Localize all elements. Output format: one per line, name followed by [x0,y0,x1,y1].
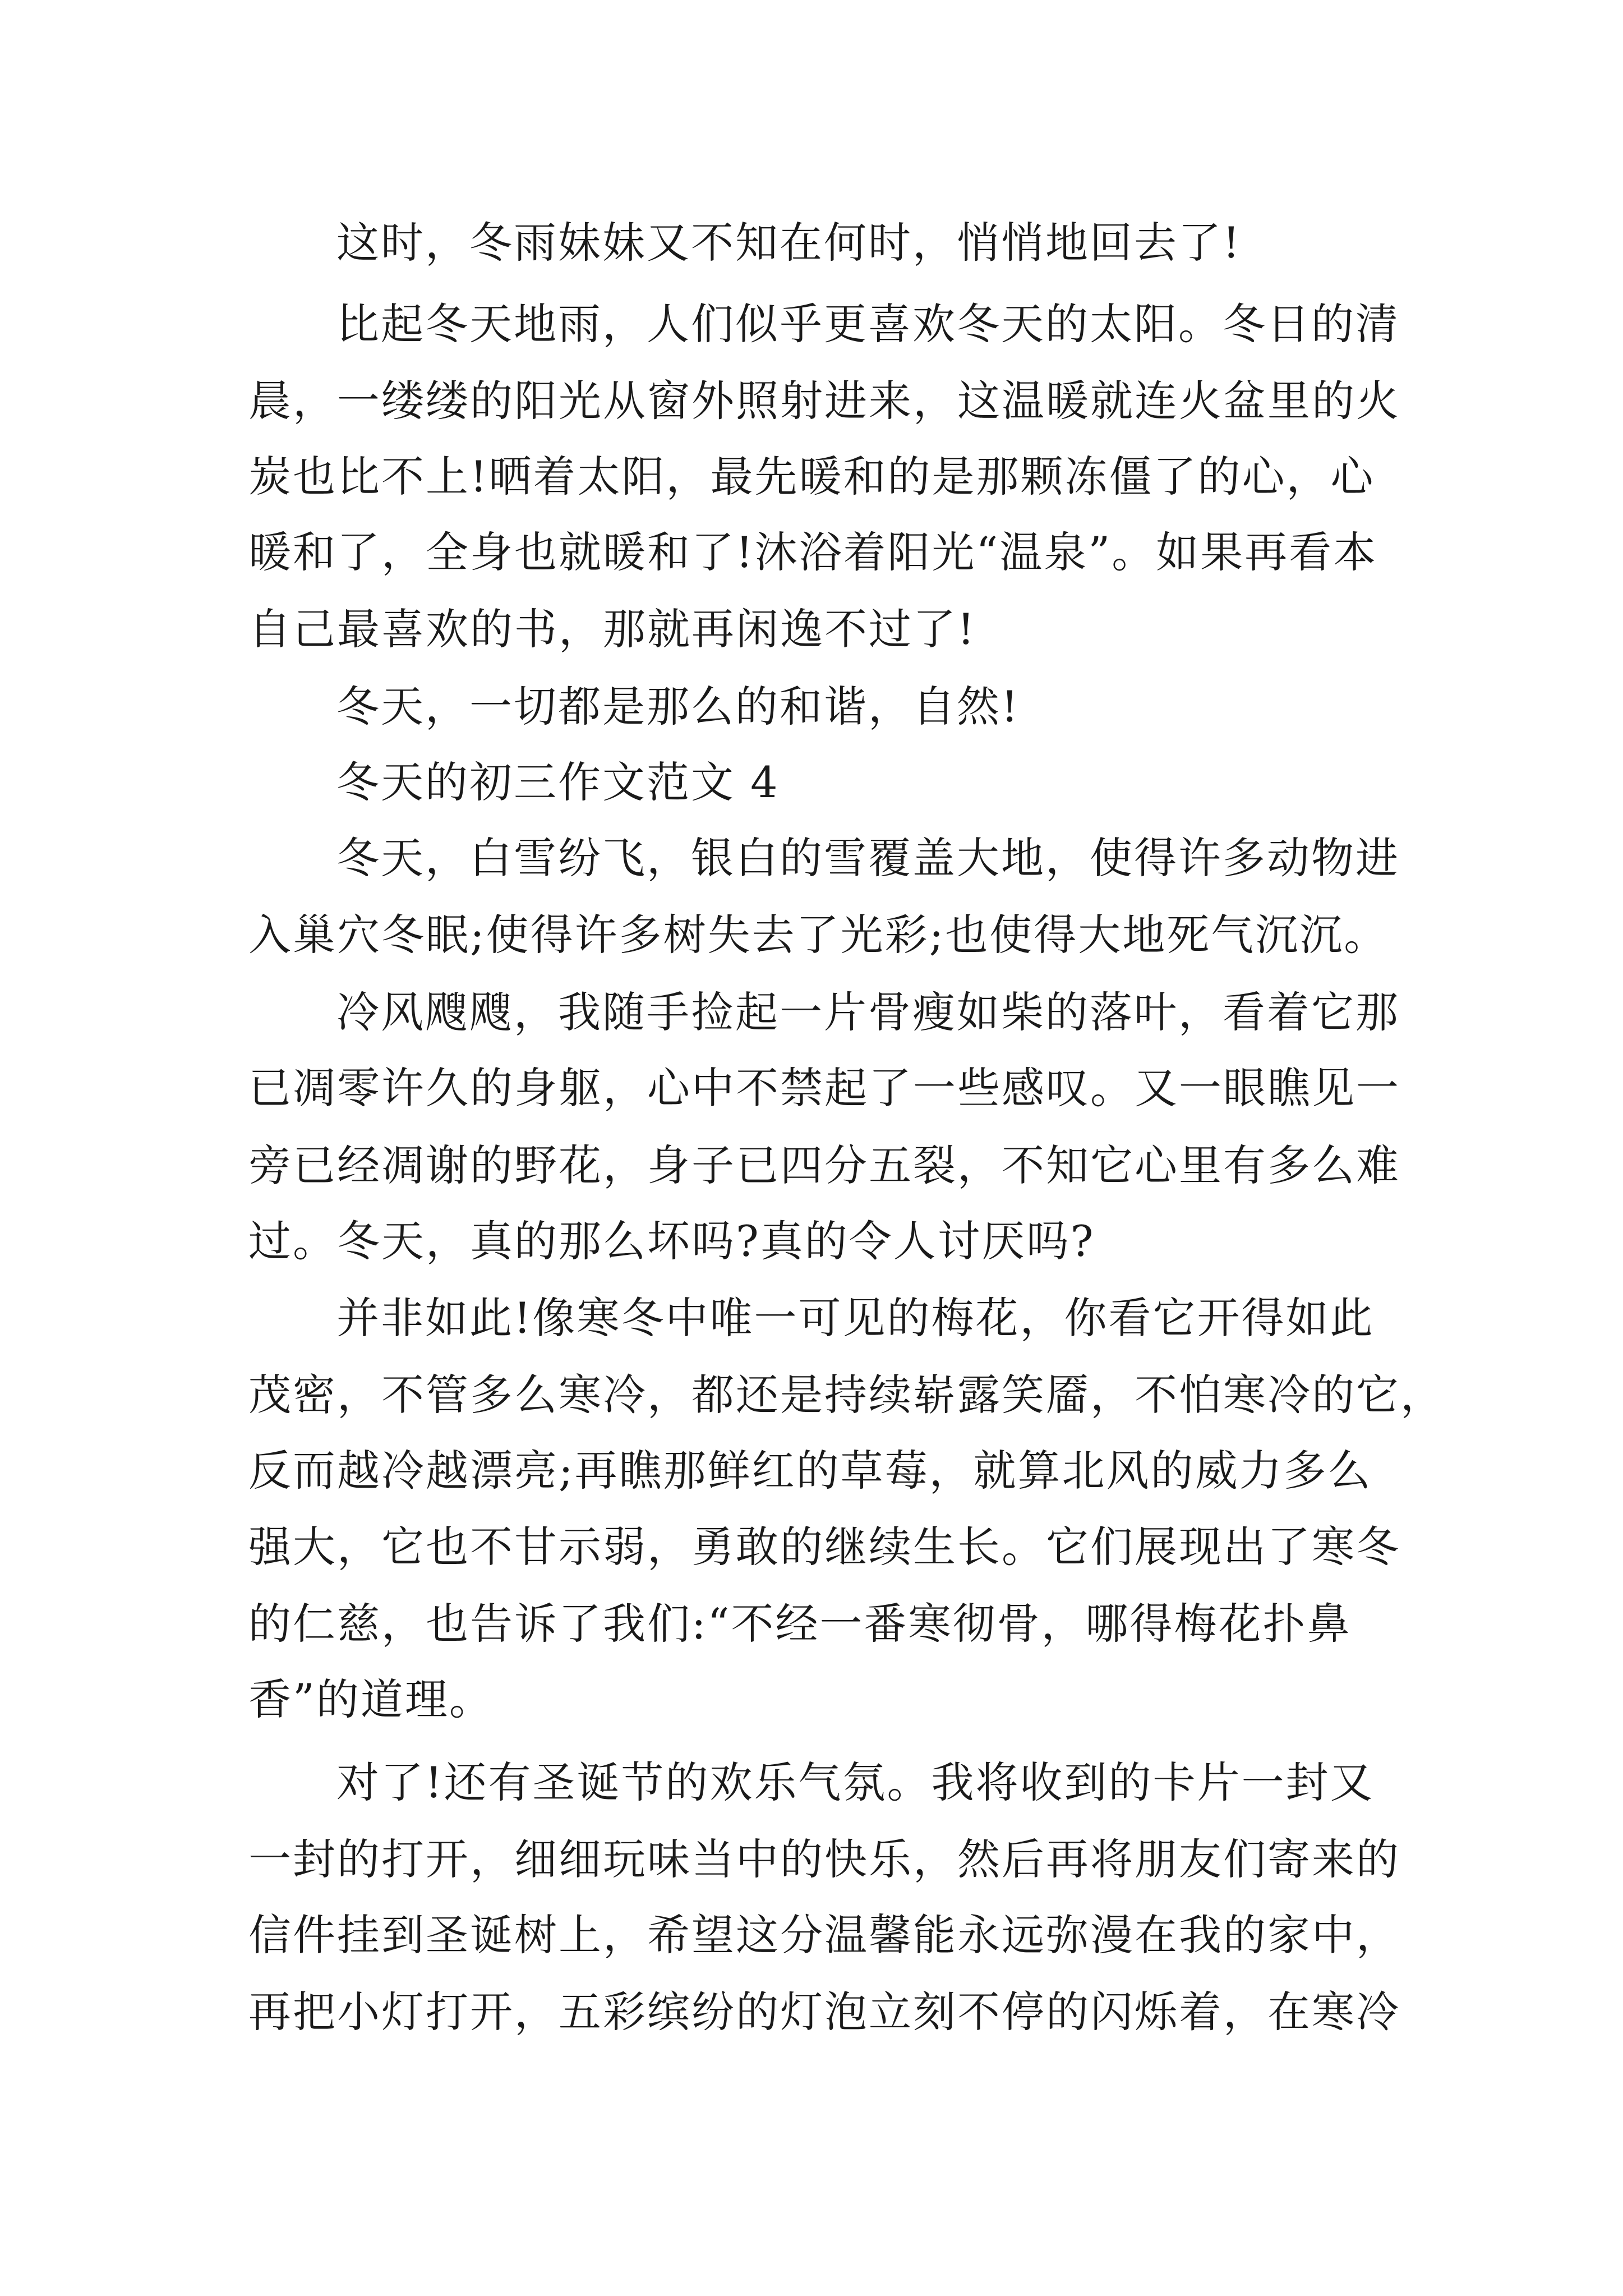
text-line: 的仁慈，也告诉了我们:“不经一番寒彻骨，哪得梅花扑鼻 [248,1599,1352,1649]
section-heading: 冬天的初三作文范文 4 [336,757,780,807]
text-line: 并非如此!像寒冬中唯一可见的梅花，你看它开得如此 [336,1293,1375,1343]
text-line: 过。冬天，真的那么坏吗?真的令人讨厌吗? [248,1216,1095,1266]
text-line: 旁已经凋谢的野花，身子已四分五裂，不知它心里有多么难 [248,1140,1400,1190]
text-line: 一封的打开，细细玩味当中的快乐，然后再将朋友们寄来的 [248,1834,1400,1884]
text-line: 冷风飕飕，我随手捡起一片骨瘦如柴的落叶，看着它那 [336,987,1400,1037]
text-line: 入巢穴冬眠;使得许多树失去了光彩;也使得大地死气沉沉。 [248,910,1389,960]
text-line: 信件挂到圣诞树上，希望这分温馨能永远弥漫在我的家中， [248,1910,1400,1960]
text-line: 已凋零许久的身躯，心中不禁起了一些感叹。又一眼瞧见一 [248,1063,1400,1113]
text-line: 暖和了，全身也就暖和了!沐浴着阳光“温泉”。如果再看本 [248,527,1378,577]
text-line: 香”的道理。 [248,1674,494,1724]
text-line: 这时，冬雨妹妹又不知在何时，悄悄地回去了! [336,218,1242,268]
text-line: 炭也比不上!晒着太阳，最先暖和的是那颗冻僵了的心，心 [248,452,1375,501]
text-line: 冬天，白雪纷飞，银白的雪覆盖大地，使得许多动物进 [336,833,1400,883]
text-line: 晨，一缕缕的阳光从窗外照射进来，这温暖就连火盆里的火 [248,376,1400,426]
text-line: 再把小灯打开，五彩缤纷的灯泡立刻不停的闪烁着，在寒冷 [248,1987,1400,2037]
text-line: 自己最喜欢的书，那就再闲逸不过了! [248,604,976,654]
text-line: 对了!还有圣诞节的欢乐气氛。我将收到的卡片一封又 [336,1757,1375,1807]
text-line: 比起冬天地雨，人们似乎更喜欢冬天的太阳。冬日的清 [336,299,1400,349]
text-line: 冬天，一切都是那么的和谐，自然! [336,682,1020,731]
text-line: 反而越冷越漂亮;再瞧那鲜红的草莓，就算北风的威力多么 [248,1446,1372,1496]
text-line: 强大，它也不甘示弱，勇敢的继续生长。它们展现出了寒冬 [248,1522,1400,1572]
text-line: 茂密，不管多么寒冷，都还是持续崭露笑靥，不怕寒冷的它， [248,1370,1445,1420]
